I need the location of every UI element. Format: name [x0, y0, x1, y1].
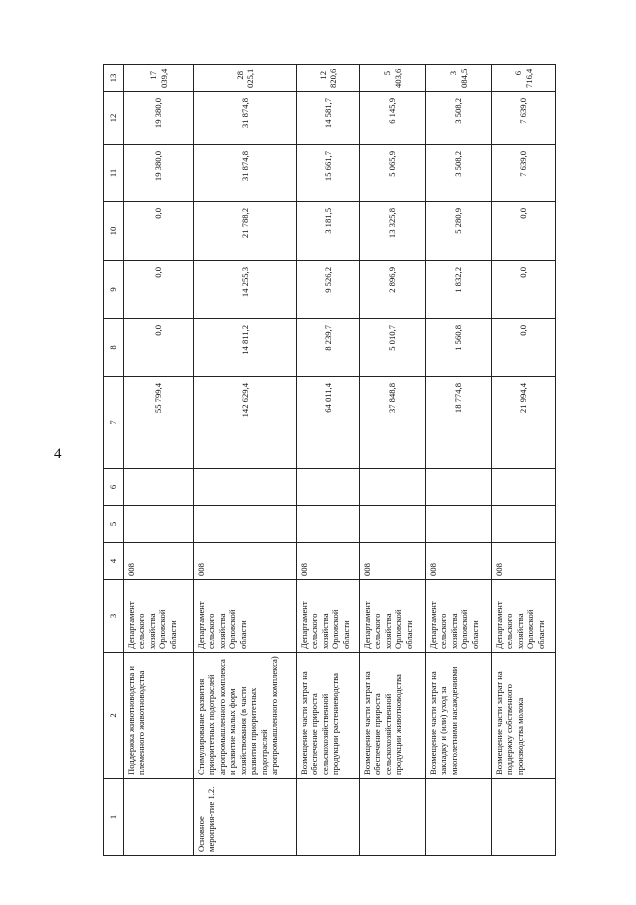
table-row	[194, 65, 297, 856]
table-row	[124, 65, 194, 856]
cell-col5	[297, 506, 360, 543]
cell-col6	[492, 469, 556, 506]
cell-value: 0,0	[124, 202, 194, 261]
cell-total: 37 848,8	[360, 377, 426, 469]
cell-value: 12 820,6	[297, 65, 360, 92]
cell-value: 31 874,8	[194, 92, 297, 145]
cell-value: 14 255,3	[194, 261, 297, 319]
cell-value: 19 380,0	[124, 92, 194, 145]
header-cell: 9	[104, 261, 124, 319]
header-cell: 6	[104, 469, 124, 506]
header-cell: 13	[104, 65, 124, 92]
cell-value: 7 639,0	[492, 92, 556, 145]
cell-value: 3 084,5	[426, 65, 492, 92]
cell-activity-name: Возмещение части затрат на закладку и (или) уход за многолетними насаждениями	[426, 653, 492, 779]
header-cell: 2	[104, 653, 124, 779]
cell-activity-name: Поддержка животноводства и племенного животноводства	[124, 653, 194, 779]
cell-activity-code	[297, 779, 360, 856]
cell-grbs-code: 008	[492, 543, 556, 580]
cell-activity-code: Основное мероприя-тие 1.2.	[194, 779, 297, 856]
cell-value: 5 010,7	[360, 319, 426, 377]
cell-executor: Департамент сельского хозяйства Орловской области	[297, 580, 360, 653]
cell-total: 55 799,4	[124, 377, 194, 469]
cell-value: 31 874,8	[194, 145, 297, 202]
cell-value: 3 508,2	[426, 145, 492, 202]
cell-activity-name: Возмещение части затрат на поддержку собственного производства молока	[492, 653, 556, 779]
cell-total: 21 994,4	[492, 377, 556, 469]
cell-executor: Департамент сельского хозяйства Орловской области	[124, 580, 194, 653]
cell-executor: Департамент сельского хозяйства Орловской области	[492, 580, 556, 653]
header-cell: 8	[104, 319, 124, 377]
cell-value: 9 526,2	[297, 261, 360, 319]
cell-activity-name: Стимулирование развития приоритетных подотраслей агропромышленного комплекса и развитие малых форм хозяйствования (в части развития приоритетных подотраслей агропромышленного комплекса)	[194, 653, 297, 779]
cell-activity-name: Возмещение части затрат на обеспечение прироста сельскохозяйственной продукции растениеводства	[297, 653, 360, 779]
cell-value: 3 181,5	[297, 202, 360, 261]
cell-activity-code	[124, 779, 194, 856]
table-row	[426, 65, 492, 856]
cell-executor: Департамент сельского хозяйства Орловской области	[360, 580, 426, 653]
cell-value: 5 065,9	[360, 145, 426, 202]
cell-total: 64 011,4	[297, 377, 360, 469]
cell-col5	[124, 506, 194, 543]
cell-grbs-code: 008	[194, 543, 297, 580]
header-cell: 10	[104, 202, 124, 261]
cell-value: 0,0	[492, 261, 556, 319]
table-body	[124, 65, 556, 856]
table-row	[492, 65, 556, 856]
cell-activity-code	[492, 779, 556, 856]
cell-value: 17 039,4	[124, 65, 194, 92]
cell-total: 142 629,4	[194, 377, 297, 469]
cell-value: 0,0	[124, 261, 194, 319]
header-row	[104, 65, 124, 856]
cell-value: 1 832,2	[426, 261, 492, 319]
cell-col6	[297, 469, 360, 506]
budget-table	[103, 64, 556, 856]
cell-value: 21 788,2	[194, 202, 297, 261]
header-cell: 1	[104, 779, 124, 856]
cell-col5	[360, 506, 426, 543]
cell-value: 15 661,7	[297, 145, 360, 202]
page-number: 4	[54, 446, 62, 462]
header-cell: 12	[104, 92, 124, 145]
cell-value: 6 145,9	[360, 92, 426, 145]
cell-value: 8 239,7	[297, 319, 360, 377]
cell-col6	[360, 469, 426, 506]
cell-value: 6 716,4	[492, 65, 556, 92]
table-row	[360, 65, 426, 856]
header-cell: 5	[104, 506, 124, 543]
cell-value: 0,0	[124, 319, 194, 377]
cell-activity-code	[426, 779, 492, 856]
cell-total: 18 774,8	[426, 377, 492, 469]
cell-value: 2 896,9	[360, 261, 426, 319]
cell-grbs-code: 008	[297, 543, 360, 580]
cell-value: 14 811,2	[194, 319, 297, 377]
cell-value: 13 325,8	[360, 202, 426, 261]
cell-activity-name: Возмещение части затрат на обеспечение прироста сельскохозяйственной продукции животноводства	[360, 653, 426, 779]
header-cell: 3	[104, 580, 124, 653]
cell-grbs-code: 008	[426, 543, 492, 580]
cell-col6	[194, 469, 297, 506]
cell-value: 1 560,8	[426, 319, 492, 377]
cell-col5	[492, 506, 556, 543]
header-cell: 11	[104, 145, 124, 202]
cell-value: 14 581,7	[297, 92, 360, 145]
cell-executor: Департамент сельского хозяйства Орловской области	[194, 580, 297, 653]
cell-grbs-code: 008	[360, 543, 426, 580]
cell-col5	[426, 506, 492, 543]
table-row	[297, 65, 360, 856]
cell-col5	[194, 506, 297, 543]
cell-value: 3 508,2	[426, 92, 492, 145]
header-cell: 4	[104, 543, 124, 580]
cell-value: 0,0	[492, 319, 556, 377]
rotated-table-container	[103, 65, 546, 856]
cell-value: 0,0	[492, 202, 556, 261]
cell-col6	[124, 469, 194, 506]
cell-value: 5 280,9	[426, 202, 492, 261]
cell-value: 7 639,0	[492, 145, 556, 202]
cell-activity-code	[360, 779, 426, 856]
cell-col6	[426, 469, 492, 506]
cell-executor: Департамент сельского хозяйства Орловской области	[426, 580, 492, 653]
cell-value: 5 403,6	[360, 65, 426, 92]
cell-value: 28 025,1	[194, 65, 297, 92]
cell-value: 19 380,0	[124, 145, 194, 202]
cell-grbs-code: 008	[124, 543, 194, 580]
header-cell: 7	[104, 377, 124, 469]
